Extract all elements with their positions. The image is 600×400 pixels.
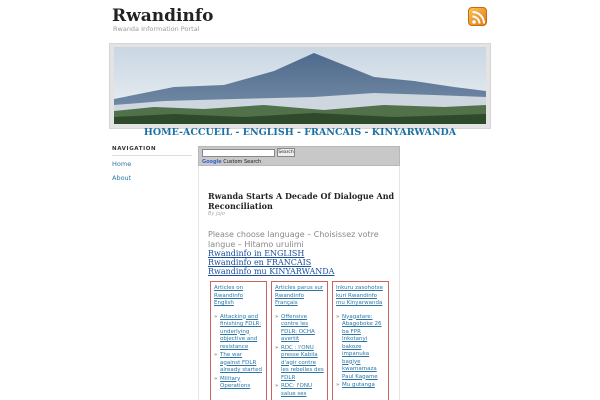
nav-separator: - [361, 127, 372, 138]
bullet-icon: » [275, 344, 279, 351]
bullet-icon: » [214, 313, 218, 320]
article-column-kinyarwanda [332, 281, 389, 400]
article-list [275, 314, 324, 399]
list-item[interactable]: » Attacking and finishing FDLR: underlying objective and resistance [214, 313, 262, 350]
language-nav [112, 127, 488, 138]
site-tagline: Rwanda Information Portal [113, 25, 200, 33]
nav-separator: - [293, 127, 305, 138]
google-custom-search-label [202, 159, 261, 165]
nav-francais[interactable]: FRANCAIS [304, 127, 362, 138]
list-item[interactable]: » Military Operations [214, 375, 251, 389]
column-heading[interactable]: Articles parus sur Rwandinfo Français [275, 285, 324, 306]
post-title[interactable]: Rwanda Starts A Decade Of Dialogue And Reconciliation [208, 191, 395, 211]
article-list [214, 314, 263, 391]
nav-kinyarwanda[interactable]: KINYARWANDA [371, 127, 457, 138]
list-item[interactable]: » RDC: l'ONU salue ses [275, 383, 313, 397]
site-title[interactable]: Rwandinfo [112, 6, 214, 26]
article-column-francais [271, 281, 328, 400]
link-francais[interactable]: Rwandinfo en FRANCAIS [208, 258, 312, 267]
bullet-icon: » [336, 382, 340, 388]
bullet-icon: » [275, 313, 279, 320]
list-item[interactable]: » RDC : l'ONU presse Kabila d'agir contre les rebelles des FDLR [275, 344, 324, 381]
sidebar-heading: NAVIGATION [112, 146, 192, 156]
bullet-icon: » [214, 352, 218, 358]
link-english[interactable]: Rwandinfo in ENGLISH [208, 249, 305, 258]
nav-english[interactable]: ENGLISH [242, 127, 294, 138]
list-item[interactable]: » Offensive contre les FDLR: OCHA avertit [275, 313, 315, 342]
bullet-icon: » [214, 375, 218, 382]
bullet-icon: » [336, 313, 340, 320]
column-heading[interactable]: Inkuru zasohotse kuri Rwandinfo mu Kinyarwanda [336, 285, 383, 306]
google-search-box [198, 146, 400, 166]
post-intro: Please choose language – Choisissez votre langue – Hitamo urulimi [208, 230, 379, 249]
sidebar-item-home[interactable]: Home [112, 160, 132, 168]
list-item[interactable]: » The war against FDLR already started [214, 352, 262, 373]
rss-icon[interactable] [468, 7, 487, 26]
post-byline: By jojo [208, 211, 225, 217]
nav-home-accueil[interactable]: HOME-ACCUEIL [143, 127, 233, 138]
bullet-icon: » [275, 383, 279, 389]
custom-search-label: Custom Search [223, 159, 262, 165]
list-item[interactable]: » Mu gutanga [336, 382, 375, 388]
sidebar [112, 146, 192, 184]
article-column-english [210, 281, 267, 400]
search-button[interactable]: Search [278, 150, 294, 155]
article-list [336, 314, 385, 390]
header-banner-image [114, 47, 486, 124]
link-kinyarwanda[interactable]: Rwandinfo mu KINYARWANDA [208, 267, 335, 276]
search-input[interactable] [202, 149, 275, 157]
nav-separator: - [232, 127, 243, 138]
column-heading[interactable]: Articles on Rwandinfo English [214, 285, 244, 306]
sidebar-item-about[interactable]: About [112, 174, 132, 182]
list-item[interactable]: » Nyagatare: Abagoboke 26 ba FPR Inkotanyi bakoze impanuka bagiye kwamamaza Paul Kagame [336, 313, 382, 380]
google-logo: Google [202, 159, 222, 165]
